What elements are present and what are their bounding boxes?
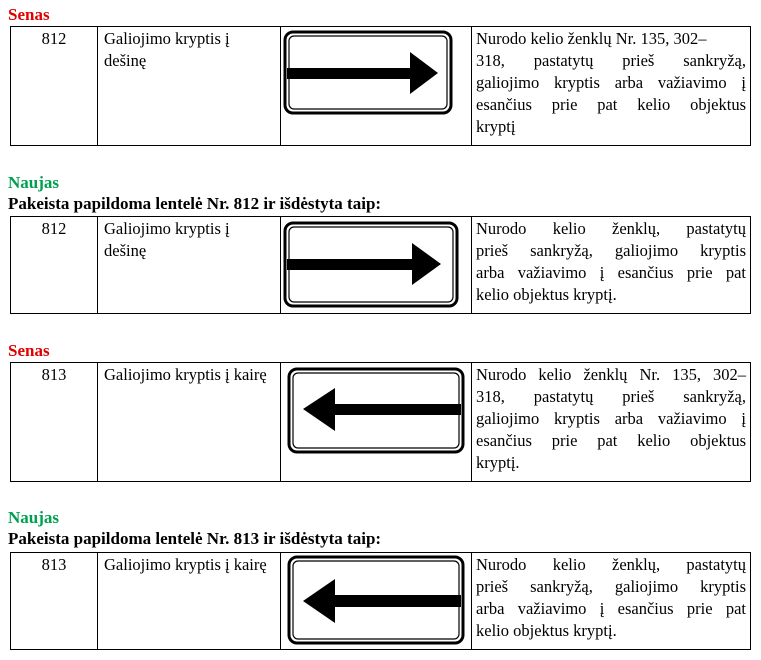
section-label-new: Naujas xyxy=(8,508,60,527)
table-row xyxy=(11,363,751,482)
description-line: galiojimo kryptis arba važiavimo į xyxy=(476,409,746,428)
description-line: 318, pastatytų prieš sankryžą, xyxy=(476,387,746,406)
table-row xyxy=(11,27,751,146)
description-line: prieš sankryžą, galiojimo kryptis xyxy=(476,241,746,260)
sign-description xyxy=(472,553,751,650)
description-line: prieš sankryžą, galiojimo kryptis xyxy=(476,577,746,596)
section-label-old: Senas xyxy=(8,5,50,24)
section-label-new: Naujas xyxy=(8,173,60,192)
description-line: kryptį xyxy=(476,117,516,136)
description-line: Nurodo kelio ženklų Nr. 135, 302– xyxy=(476,365,746,384)
sign-image-cell xyxy=(281,553,472,650)
sign-table-813-new xyxy=(10,552,751,650)
sign-description xyxy=(472,27,751,146)
sign-image-cell xyxy=(281,217,472,314)
sign-number: 812 xyxy=(11,27,98,146)
sign-name: Galiojimo kryptis į dešinę xyxy=(98,217,281,314)
description-line: Nurodo kelio ženklų, pastatytų xyxy=(476,219,746,238)
sign-name: Galiojimo kryptis į dešinę xyxy=(98,27,281,146)
description-line: kryptį. xyxy=(476,453,520,472)
description-line: arba važiavimo į esančius prie pat xyxy=(476,263,746,282)
sign-name: Galiojimo kryptis į kairę xyxy=(98,363,281,482)
description-line: arba važiavimo į esančius prie pat xyxy=(476,599,746,618)
section-subtitle: Pakeista papildoma lentelė Nr. 813 ir išdėstyta taip: xyxy=(8,529,382,548)
arrow-left-sign-icon xyxy=(281,363,471,481)
description-line: galiojimo kryptis arba važiavimo į xyxy=(476,73,746,92)
sign-number: 813 xyxy=(11,553,98,650)
sign-name: Galiojimo kryptis į kairę xyxy=(98,553,281,650)
table-row xyxy=(11,217,751,314)
sign-number: 813 xyxy=(11,363,98,482)
description-line: Nurodo kelio ženklų, pastatytų xyxy=(476,555,746,574)
table-row xyxy=(11,553,751,650)
arrow-right-sign-icon xyxy=(281,27,471,145)
description-line: esančius prie pat kelio objektus xyxy=(476,95,746,114)
section-label-old: Senas xyxy=(8,341,50,360)
sign-number: 812 xyxy=(11,217,98,314)
description-line: 318, pastatytų prieš sankryžą, xyxy=(476,51,746,70)
sign-description xyxy=(472,363,751,482)
sign-table-813-old xyxy=(10,362,751,482)
sign-description xyxy=(472,217,751,314)
sign-table-812-new xyxy=(10,216,751,314)
section-subtitle: Pakeista papildoma lentelė Nr. 812 ir išdėstyta taip: xyxy=(8,194,382,213)
description-line: kelio objektus kryptį. xyxy=(476,285,617,304)
sign-image-cell xyxy=(281,363,472,482)
description-line: Nurodo kelio ženklų Nr. 135, 302– xyxy=(476,29,707,48)
description-line: esančius prie pat kelio objektus xyxy=(476,431,746,450)
arrow-right-sign-icon xyxy=(281,217,471,313)
description-line: kelio objektus kryptį. xyxy=(476,621,617,640)
sign-table-812-old xyxy=(10,26,751,146)
arrow-left-sign-icon xyxy=(281,553,471,649)
sign-image-cell xyxy=(281,27,472,146)
